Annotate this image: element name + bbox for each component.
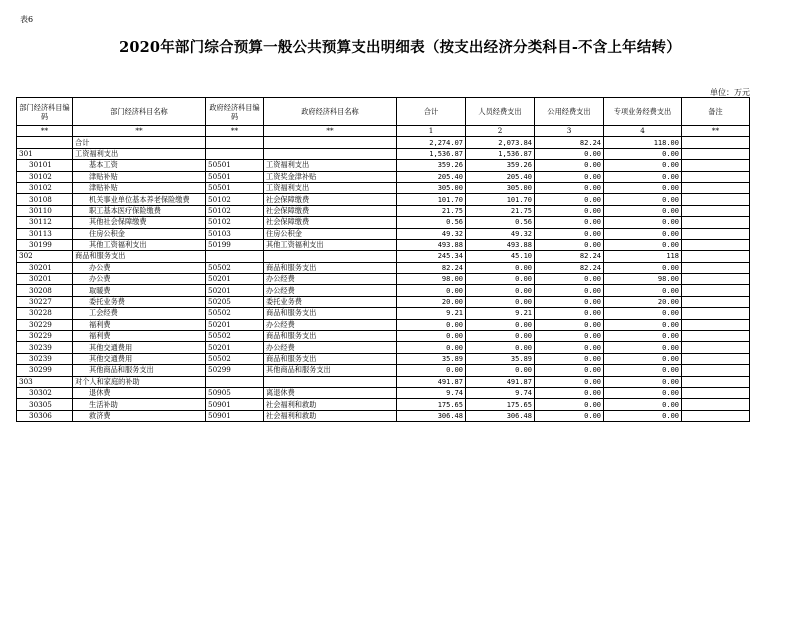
special-cell: 20.00 (604, 296, 682, 307)
gov-name-cell: 其他商品和服务支出 (264, 365, 397, 376)
special-cell: 0.00 (604, 353, 682, 364)
gov-name-cell: 商品和服务支出 (264, 308, 397, 319)
dept-name-cell: 其他交通费用 (73, 342, 206, 353)
dept-name-cell: 其他商品和服务支出 (73, 365, 206, 376)
note-cell (682, 365, 750, 376)
table-row (17, 308, 750, 319)
index-cell: ** (73, 126, 206, 137)
total-cell: 491.87 (397, 376, 466, 387)
total-cell: 9.21 (397, 308, 466, 319)
dept-name-cell: 基本工资 (73, 160, 206, 171)
gov-code-cell: 50299 (206, 365, 264, 376)
total-cell: 0.56 (397, 217, 466, 228)
total-cell: 35.89 (397, 353, 466, 364)
table-row (17, 296, 750, 307)
personnel-cell: 2,073.84 (466, 137, 535, 148)
total-cell: 306.48 (397, 410, 466, 421)
note-cell (682, 387, 750, 398)
total-cell: 245.34 (397, 251, 466, 262)
note-cell (682, 262, 750, 273)
header-special: 专项业务经费支出 (604, 98, 682, 126)
header-personnel: 人员经费支出 (466, 98, 535, 126)
dept-name-cell: 其他工资福利支出 (73, 239, 206, 250)
dept-code-cell: 30102 (17, 182, 73, 193)
personnel-cell: 0.00 (466, 296, 535, 307)
note-cell (682, 160, 750, 171)
gov-name-cell: 商品和服务支出 (264, 331, 397, 342)
special-cell: 0.00 (604, 239, 682, 250)
gov-code-cell: 50103 (206, 228, 264, 239)
dept-name-cell: 机关事业单位基本养老保险缴费 (73, 194, 206, 205)
gov-name-cell: 商品和服务支出 (264, 353, 397, 364)
dept-code-cell: 30199 (17, 239, 73, 250)
personnel-cell: 0.00 (466, 262, 535, 273)
note-cell (682, 228, 750, 239)
note-cell (682, 353, 750, 364)
special-cell: 0.00 (604, 182, 682, 193)
table-row (17, 137, 750, 148)
total-cell: 9.74 (397, 387, 466, 398)
index-row (17, 126, 750, 137)
dept-name-cell: 商品和服务支出 (73, 251, 206, 262)
public-cell: 0.00 (535, 342, 604, 353)
dept-code-cell: 30228 (17, 308, 73, 319)
dept-code-cell: 30302 (17, 387, 73, 398)
personnel-cell: 21.75 (466, 205, 535, 216)
gov-name-cell: 其他工资福利支出 (264, 239, 397, 250)
total-cell: 49.32 (397, 228, 466, 239)
gov-name-cell (264, 251, 397, 262)
table-row (17, 285, 750, 296)
table-row (17, 182, 750, 193)
header-dept-code: 部门经济科目编码 (17, 98, 73, 126)
table-row (17, 399, 750, 410)
dept-name-cell: 合计 (73, 137, 206, 148)
gov-name-cell (264, 137, 397, 148)
note-cell (682, 171, 750, 182)
gov-code-cell: 50502 (206, 331, 264, 342)
personnel-cell: 49.32 (466, 228, 535, 239)
table-row (17, 194, 750, 205)
gov-name-cell: 办公经费 (264, 319, 397, 330)
dept-code-cell: 301 (17, 148, 73, 159)
note-cell (682, 331, 750, 342)
dept-code-cell: 30102 (17, 171, 73, 182)
personnel-cell: 306.48 (466, 410, 535, 421)
personnel-cell: 0.56 (466, 217, 535, 228)
personnel-cell: 35.89 (466, 353, 535, 364)
index-cell: 1 (397, 126, 466, 137)
total-cell: 0.00 (397, 342, 466, 353)
special-cell: 0.00 (604, 262, 682, 273)
special-cell: 0.00 (604, 308, 682, 319)
gov-code-cell: 50201 (206, 319, 264, 330)
public-cell: 0.00 (535, 217, 604, 228)
personnel-cell: 9.21 (466, 308, 535, 319)
personnel-cell: 45.10 (466, 251, 535, 262)
personnel-cell: 1,536.87 (466, 148, 535, 159)
special-cell: 0.00 (604, 194, 682, 205)
table-row (17, 148, 750, 159)
public-cell: 82.24 (535, 251, 604, 262)
dept-name-cell: 职工基本医疗保险缴费 (73, 205, 206, 216)
special-cell: 98.00 (604, 274, 682, 285)
note-cell (682, 342, 750, 353)
table-row (17, 353, 750, 364)
dept-code-cell (17, 137, 73, 148)
total-cell: 359.26 (397, 160, 466, 171)
special-cell: 0.00 (604, 331, 682, 342)
note-cell (682, 274, 750, 285)
dept-name-cell: 住房公积金 (73, 228, 206, 239)
gov-code-cell: 50901 (206, 399, 264, 410)
public-cell: 0.00 (535, 410, 604, 421)
public-cell: 0.00 (535, 160, 604, 171)
total-cell: 2,274.07 (397, 137, 466, 148)
header-public: 公用经费支出 (535, 98, 604, 126)
dept-name-cell: 取暖费 (73, 285, 206, 296)
gov-code-cell (206, 148, 264, 159)
personnel-cell: 9.74 (466, 387, 535, 398)
personnel-cell: 175.65 (466, 399, 535, 410)
personnel-cell: 0.00 (466, 274, 535, 285)
dept-name-cell: 办公费 (73, 274, 206, 285)
total-cell: 98.00 (397, 274, 466, 285)
dept-name-cell: 工资福利支出 (73, 148, 206, 159)
total-cell: 101.70 (397, 194, 466, 205)
gov-code-cell: 50501 (206, 171, 264, 182)
note-cell (682, 239, 750, 250)
public-cell: 0.00 (535, 194, 604, 205)
note-cell (682, 399, 750, 410)
personnel-cell: 359.26 (466, 160, 535, 171)
personnel-cell: 0.00 (466, 342, 535, 353)
table-row (17, 274, 750, 285)
special-cell: 0.00 (604, 342, 682, 353)
personnel-cell: 0.00 (466, 331, 535, 342)
dept-code-cell: 30110 (17, 205, 73, 216)
header-note: 备注 (682, 98, 750, 126)
public-cell: 82.24 (535, 137, 604, 148)
dept-name-cell: 其他交通费用 (73, 353, 206, 364)
total-cell: 0.00 (397, 285, 466, 296)
gov-code-cell: 50501 (206, 160, 264, 171)
gov-name-cell: 社会保障缴费 (264, 194, 397, 205)
special-cell: 0.00 (604, 365, 682, 376)
special-cell: 0.00 (604, 228, 682, 239)
total-cell: 205.40 (397, 171, 466, 182)
gov-code-cell: 50102 (206, 217, 264, 228)
note-cell (682, 308, 750, 319)
dept-code-cell: 302 (17, 251, 73, 262)
special-cell: 0.00 (604, 217, 682, 228)
index-cell: ** (264, 126, 397, 137)
sheet-tag: 表6 (20, 15, 34, 24)
dept-code-cell: 30305 (17, 399, 73, 410)
table-row (17, 342, 750, 353)
gov-name-cell: 社会保障缴费 (264, 217, 397, 228)
total-cell: 21.75 (397, 205, 466, 216)
public-cell: 0.00 (535, 274, 604, 285)
dept-code-cell: 30229 (17, 331, 73, 342)
public-cell: 0.00 (535, 365, 604, 376)
gov-code-cell (206, 137, 264, 148)
public-cell: 0.00 (535, 205, 604, 216)
dept-name-cell: 其他社会保障缴费 (73, 217, 206, 228)
dept-name-cell: 福利费 (73, 331, 206, 342)
special-cell: 0.00 (604, 399, 682, 410)
dept-name-cell: 津贴补贴 (73, 182, 206, 193)
table-row (17, 228, 750, 239)
public-cell: 0.00 (535, 353, 604, 364)
note-cell (682, 319, 750, 330)
special-cell: 0.00 (604, 148, 682, 159)
gov-name-cell: 住房公积金 (264, 228, 397, 239)
total-cell: 175.65 (397, 399, 466, 410)
public-cell: 0.00 (535, 171, 604, 182)
dept-code-cell: 30201 (17, 274, 73, 285)
special-cell: 0.00 (604, 171, 682, 182)
dept-name-cell: 福利费 (73, 319, 206, 330)
dept-code-cell: 30113 (17, 228, 73, 239)
table-row (17, 319, 750, 330)
total-cell: 20.00 (397, 296, 466, 307)
special-cell: 118.00 (604, 137, 682, 148)
dept-name-cell: 生活补助 (73, 399, 206, 410)
personnel-cell: 493.88 (466, 239, 535, 250)
gov-name-cell: 办公经费 (264, 342, 397, 353)
gov-name-cell: 工资奖金津补贴 (264, 171, 397, 182)
dept-code-cell: 30108 (17, 194, 73, 205)
dept-code-cell: 30239 (17, 342, 73, 353)
total-cell: 493.88 (397, 239, 466, 250)
header-gov-name: 政府经济科目名称 (264, 98, 397, 126)
dept-code-cell: 30299 (17, 365, 73, 376)
dept-name-cell: 津贴补贴 (73, 171, 206, 182)
gov-code-cell: 50205 (206, 296, 264, 307)
total-cell: 82.24 (397, 262, 466, 273)
special-cell: 0.00 (604, 410, 682, 421)
note-cell (682, 137, 750, 148)
table-row (17, 387, 750, 398)
note-cell (682, 148, 750, 159)
gov-name-cell: 离退休费 (264, 387, 397, 398)
personnel-cell: 0.00 (466, 319, 535, 330)
table-row (17, 410, 750, 421)
index-cell: 4 (604, 126, 682, 137)
index-cell: ** (206, 126, 264, 137)
unit-label: 单位：万元 (710, 88, 750, 97)
public-cell: 0.00 (535, 182, 604, 193)
header-dept-name: 部门经济科目名称 (73, 98, 206, 126)
gov-name-cell: 办公经费 (264, 285, 397, 296)
dept-name-cell: 救济费 (73, 410, 206, 421)
dept-name-cell: 对个人和家庭的补助 (73, 376, 206, 387)
dept-code-cell: 30112 (17, 217, 73, 228)
public-cell: 0.00 (535, 319, 604, 330)
personnel-cell: 491.87 (466, 376, 535, 387)
personnel-cell: 205.40 (466, 171, 535, 182)
table-row (17, 160, 750, 171)
table-row (17, 262, 750, 273)
header-gov-code: 政府经济科目编码 (206, 98, 264, 126)
index-cell: 2 (466, 126, 535, 137)
table-row (17, 205, 750, 216)
personnel-cell: 0.00 (466, 365, 535, 376)
gov-name-cell: 委托业务费 (264, 296, 397, 307)
gov-name-cell (264, 376, 397, 387)
public-cell: 0.00 (535, 148, 604, 159)
header-total: 合计 (397, 98, 466, 126)
table-row (17, 331, 750, 342)
public-cell: 0.00 (535, 399, 604, 410)
dept-code-cell: 30201 (17, 262, 73, 273)
gov-name-cell: 社会保障缴费 (264, 205, 397, 216)
personnel-cell: 101.70 (466, 194, 535, 205)
note-cell (682, 410, 750, 421)
total-cell: 305.00 (397, 182, 466, 193)
public-cell: 0.00 (535, 285, 604, 296)
dept-code-cell: 30227 (17, 296, 73, 307)
gov-name-cell: 办公经费 (264, 274, 397, 285)
note-cell (682, 376, 750, 387)
table-body (17, 137, 750, 422)
header-row (17, 98, 750, 126)
public-cell: 0.00 (535, 239, 604, 250)
gov-code-cell (206, 376, 264, 387)
gov-code-cell: 50201 (206, 285, 264, 296)
gov-code-cell: 50901 (206, 410, 264, 421)
note-cell (682, 296, 750, 307)
table-row (17, 217, 750, 228)
note-cell (682, 217, 750, 228)
note-cell (682, 251, 750, 262)
gov-name-cell: 社会福利和救助 (264, 410, 397, 421)
dept-name-cell: 委托业务费 (73, 296, 206, 307)
index-cell: 3 (535, 126, 604, 137)
public-cell: 0.00 (535, 228, 604, 239)
gov-code-cell: 50501 (206, 182, 264, 193)
gov-code-cell: 50199 (206, 239, 264, 250)
gov-code-cell (206, 251, 264, 262)
note-cell (682, 205, 750, 216)
gov-code-cell: 50201 (206, 274, 264, 285)
gov-code-cell: 50502 (206, 308, 264, 319)
dept-name-cell: 退休费 (73, 387, 206, 398)
dept-name-cell: 工会经费 (73, 308, 206, 319)
table-row (17, 365, 750, 376)
note-cell (682, 194, 750, 205)
gov-name-cell: 工资福利支出 (264, 182, 397, 193)
special-cell: 0.00 (604, 285, 682, 296)
gov-code-cell: 50502 (206, 353, 264, 364)
public-cell: 0.00 (535, 296, 604, 307)
gov-name-cell: 商品和服务支出 (264, 262, 397, 273)
table-row (17, 376, 750, 387)
gov-name-cell: 工资福利支出 (264, 160, 397, 171)
public-cell: 0.00 (535, 308, 604, 319)
special-cell: 118 (604, 251, 682, 262)
gov-code-cell: 50102 (206, 194, 264, 205)
gov-name-cell: 社会福利和救助 (264, 399, 397, 410)
page-title: 2020年部门综合预算一般公共预算支出明细表（按支出经济分类科目-不含上年结转） (119, 39, 681, 56)
total-cell: 0.00 (397, 331, 466, 342)
dept-code-cell: 303 (17, 376, 73, 387)
dept-code-cell: 30239 (17, 353, 73, 364)
index-cell: ** (17, 126, 73, 137)
total-cell: 1,536.87 (397, 148, 466, 159)
table-row (17, 239, 750, 250)
budget-table (16, 97, 750, 422)
dept-name-cell: 办公费 (73, 262, 206, 273)
special-cell: 0.00 (604, 319, 682, 330)
gov-code-cell: 50102 (206, 205, 264, 216)
dept-code-cell: 30208 (17, 285, 73, 296)
special-cell: 0.00 (604, 387, 682, 398)
public-cell: 82.24 (535, 262, 604, 273)
gov-code-cell: 50905 (206, 387, 264, 398)
table-row (17, 251, 750, 262)
public-cell: 0.00 (535, 387, 604, 398)
table-row (17, 171, 750, 182)
public-cell: 0.00 (535, 376, 604, 387)
dept-code-cell: 30306 (17, 410, 73, 421)
personnel-cell: 0.00 (466, 285, 535, 296)
dept-code-cell: 30101 (17, 160, 73, 171)
dept-code-cell: 30229 (17, 319, 73, 330)
gov-code-cell: 50201 (206, 342, 264, 353)
special-cell: 0.00 (604, 160, 682, 171)
personnel-cell: 305.00 (466, 182, 535, 193)
gov-name-cell (264, 148, 397, 159)
total-cell: 0.00 (397, 319, 466, 330)
total-cell: 0.00 (397, 365, 466, 376)
public-cell: 0.00 (535, 331, 604, 342)
special-cell: 0.00 (604, 205, 682, 216)
note-cell (682, 285, 750, 296)
index-cell: ** (682, 126, 750, 137)
special-cell: 0.00 (604, 376, 682, 387)
note-cell (682, 182, 750, 193)
gov-code-cell: 50502 (206, 262, 264, 273)
